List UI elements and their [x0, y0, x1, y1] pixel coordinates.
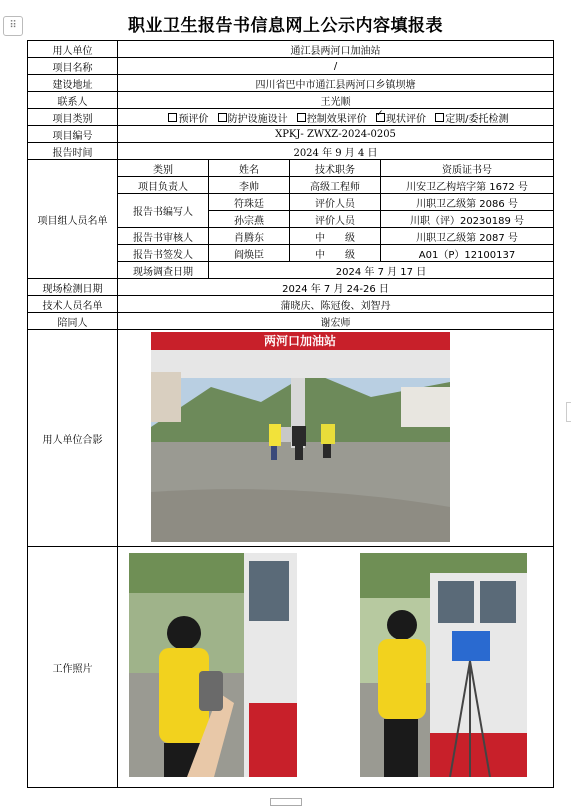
reviewer-title: 中 级 — [290, 228, 381, 245]
option-periodic-test: 定期/委托检测 — [445, 113, 509, 125]
writer-1-title: 评价人员 — [290, 194, 381, 211]
project-no-value: XPKJ- ZWXZ-2024-0205 — [118, 126, 554, 143]
contact-value: 王光顺 — [118, 92, 554, 109]
page-title: 职业卫生报告书信息网上公示内容填报表 — [128, 16, 443, 36]
work-photo-label: 工作照片 — [28, 547, 118, 788]
work-photo-cell — [118, 547, 554, 788]
writer-role: 报告书编写人 — [118, 194, 209, 228]
project-name-value: / — [118, 58, 554, 75]
grid-icon[interactable]: ⠿ — [3, 16, 23, 36]
worker-meter-photo — [129, 553, 297, 777]
writer-2-name: 孙宗燕 — [209, 211, 290, 228]
row-employer — [28, 41, 554, 58]
escort-label: 陪同人 — [28, 313, 118, 330]
row-project-no — [28, 126, 554, 143]
option-control-effect: 控制效果评价 — [306, 113, 367, 125]
scroll-handle[interactable] — [566, 402, 571, 422]
reviewer-name: 肖腾东 — [209, 228, 290, 245]
team-header-cert: 资质证书号 — [381, 160, 554, 177]
page-indicator — [270, 798, 302, 806]
issuer-title: 中 级 — [290, 245, 381, 262]
writer-1-name: 符珠廷 — [209, 194, 290, 211]
team-header-name: 姓名 — [209, 160, 290, 177]
worker-tripod-photo — [360, 553, 527, 777]
writer-2-cert: 川职（评）20230189 号 — [381, 211, 554, 228]
work-photo-1 — [129, 553, 297, 777]
contact-label: 联系人 — [28, 92, 118, 109]
reviewer-cert: 川职卫乙级第 2087 号 — [381, 228, 554, 245]
group-photo — [151, 332, 450, 542]
checkbox-status-eval[interactable] — [376, 113, 385, 122]
lead-role: 项目负责人 — [118, 177, 209, 194]
writer-1-cert: 川职卫乙级第 2086 号 — [381, 194, 554, 211]
row-tech-staff — [28, 296, 554, 313]
report-date-value: 2024 年 9 月 4 日 — [118, 143, 554, 160]
escort-value: 谢宏师 — [118, 313, 554, 330]
lead-title: 高级工程师 — [290, 177, 381, 194]
checkbox-control-effect[interactable] — [297, 113, 306, 122]
survey-date-label: 现场调查日期 — [118, 262, 209, 279]
checkbox-pre-eval[interactable] — [168, 113, 177, 122]
lead-cert: 川安卫乙构培字第 1672 号 — [381, 177, 554, 194]
reviewer-role: 报告书审核人 — [118, 228, 209, 245]
category-options — [118, 109, 554, 126]
form-table — [27, 40, 554, 788]
checkbox-protection-design[interactable] — [218, 113, 227, 122]
page-footer — [0, 791, 571, 795]
station-sign-text: 两河口加油站 — [263, 334, 337, 348]
writer-2-title: 评价人员 — [290, 211, 381, 228]
employer-value: 通江县两河口加油站 — [118, 41, 554, 58]
team-header-row — [28, 160, 554, 177]
address-value: 四川省巴中市通江县两河口乡镇坝塘 — [118, 75, 554, 92]
row-project-name — [28, 58, 554, 75]
report-date-label: 报告时间 — [28, 143, 118, 160]
tech-staff-value: 蒲晓庆、陈冠俊、刘智丹 — [118, 296, 554, 313]
work-photo-2 — [360, 553, 527, 777]
row-category — [28, 109, 554, 126]
option-pre-eval: 预评价 — [178, 113, 209, 125]
test-date-label: 现场检测日期 — [28, 279, 118, 296]
lead-name: 李帅 — [209, 177, 290, 194]
employer-label: 用人单位 — [28, 41, 118, 58]
issuer-name: 阎焕臣 — [209, 245, 290, 262]
survey-date-value: 2024 年 7 月 17 日 — [209, 262, 554, 279]
row-group-photo — [28, 330, 554, 547]
project-name-label: 项目名称 — [28, 58, 118, 75]
group-photo-label: 用人单位合影 — [28, 330, 118, 547]
issuer-role: 报告书签发人 — [118, 245, 209, 262]
gas-station-photo — [151, 332, 450, 542]
issuer-cert: A01（P）12100137 — [381, 245, 554, 262]
row-escort — [28, 313, 554, 330]
test-date-value: 2024 年 7 月 24-26 日 — [118, 279, 554, 296]
group-photo-cell — [118, 330, 554, 547]
row-report-date — [28, 143, 554, 160]
option-protection-design: 防护设施设计 — [227, 113, 288, 125]
team-header-title: 技术职务 — [290, 160, 381, 177]
category-label: 项目类别 — [28, 109, 118, 126]
address-label: 建设地址 — [28, 75, 118, 92]
checkbox-periodic-test[interactable] — [435, 113, 444, 122]
tech-staff-label: 技术人员名单 — [28, 296, 118, 313]
team-header-role: 类别 — [118, 160, 209, 177]
project-no-label: 项目编号 — [28, 126, 118, 143]
option-status-eval: 现状评价 — [386, 113, 426, 125]
row-test-date — [28, 279, 554, 296]
row-contact — [28, 92, 554, 109]
row-address — [28, 75, 554, 92]
team-label: 项目组人员名单 — [28, 160, 118, 279]
top-strip — [0, 0, 571, 4]
row-work-photo — [28, 547, 554, 788]
